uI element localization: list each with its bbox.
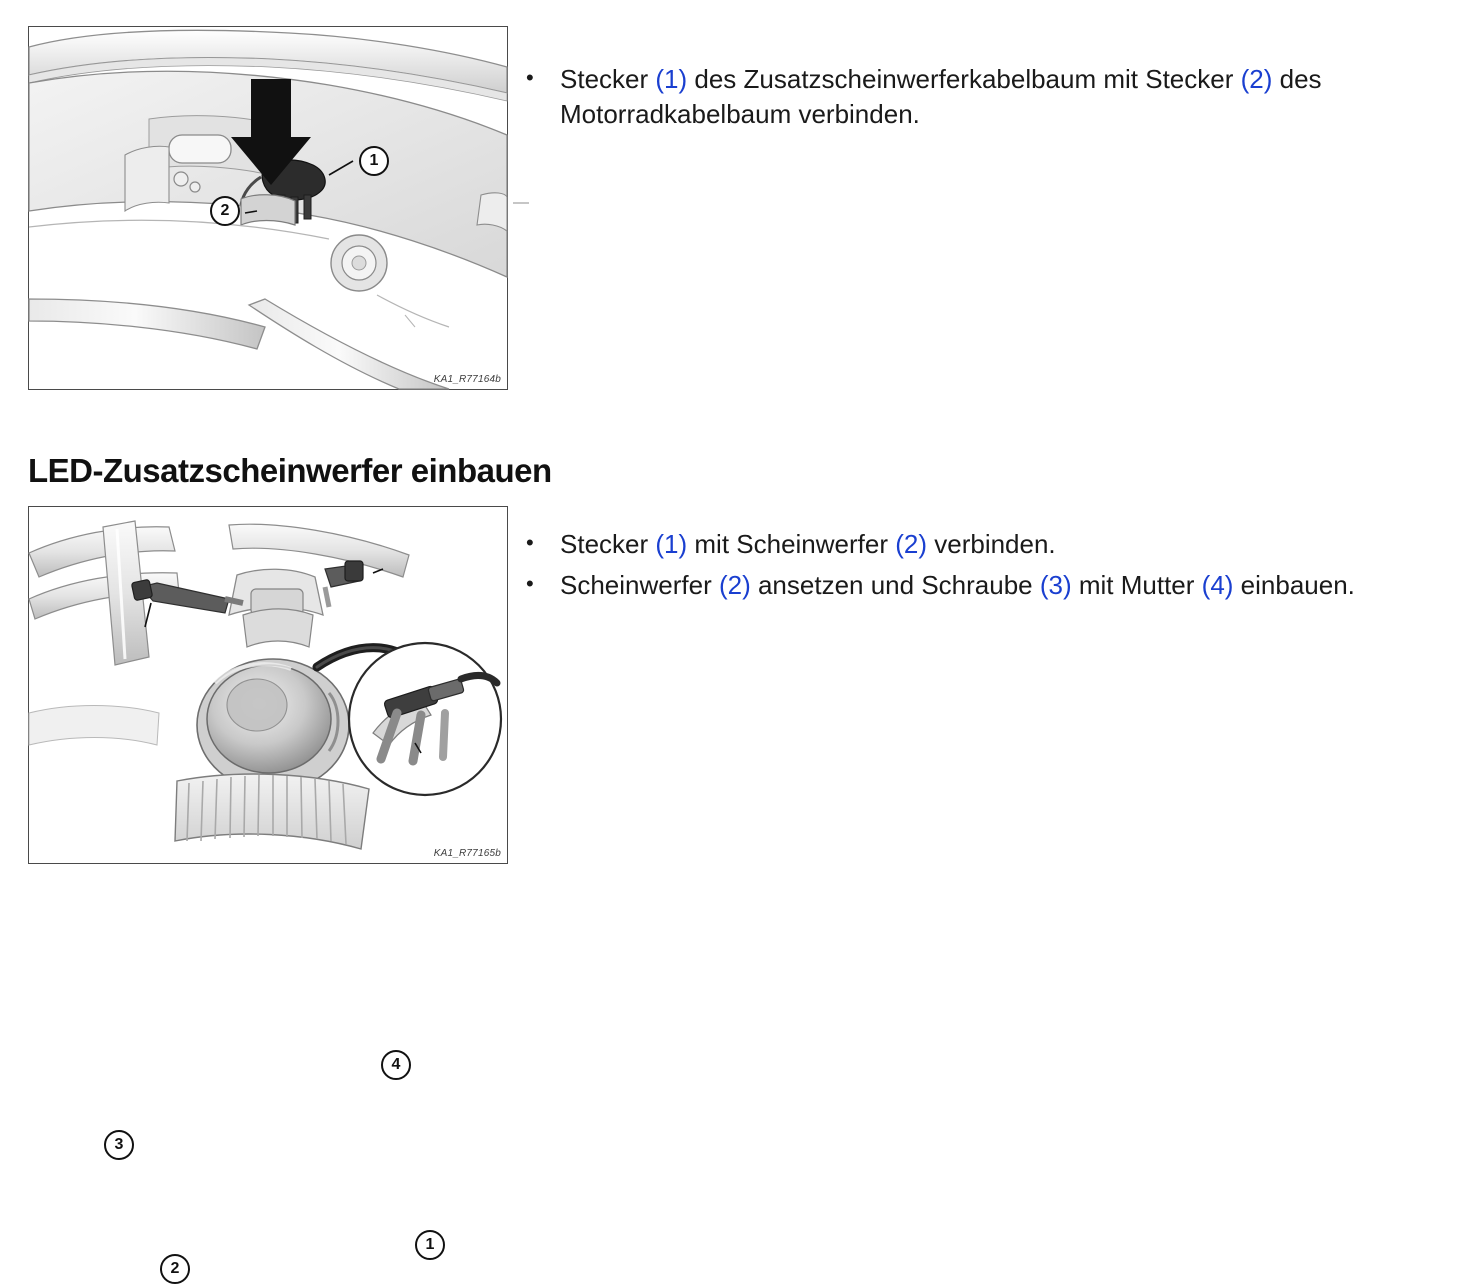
- figure-2-callout-2: 2: [160, 1254, 190, 1284]
- text-segment: mit Scheinwerfer: [687, 529, 896, 559]
- text-segment: ansetzen und Schraube: [750, 570, 1040, 601]
- figure-1-callout-1: 1: [359, 146, 389, 176]
- section-heading: LED-Zusatzscheinwerfer einbauen: [28, 452, 552, 489]
- figure-1-callout-2: 2: [210, 196, 240, 226]
- motorcycle-plug-illustration: [29, 27, 507, 389]
- figure-1-code: KA1_R77164b: [433, 374, 501, 385]
- text-segment: mit Mutter: [1071, 570, 1202, 601]
- text-segment: des Motorradkabelbaum verbinden.: [560, 64, 1322, 130]
- figure-2-callout-4: 4: [381, 1050, 411, 1080]
- bullet-text: [560, 568, 1450, 603]
- text-segment: Stecker: [560, 64, 656, 94]
- figure-2: [28, 506, 508, 1277]
- bullet-item: [520, 527, 1450, 562]
- figure-2-illustration: [29, 507, 507, 863]
- bullet-marker: •: [526, 530, 534, 555]
- figure-2-callout-1: 1: [415, 1230, 445, 1260]
- bullet-marker: •: [526, 65, 534, 90]
- part-reference-2: (2): [895, 529, 928, 559]
- instruction-block-1: [520, 62, 1450, 138]
- instruction-block-2: [520, 527, 1450, 609]
- bullet-text: [560, 62, 1450, 132]
- part-reference-1: (1): [655, 64, 688, 94]
- text-segment: einbauen.: [1233, 570, 1355, 601]
- part-reference-2: (2): [1240, 64, 1273, 94]
- part-reference-2: (2): [718, 570, 751, 601]
- figure-1-illustration: [29, 27, 507, 389]
- bullet-item: [520, 62, 1450, 132]
- bullet-text: [560, 527, 1450, 562]
- figure-2-code: KA1_R77165b: [433, 848, 501, 859]
- led-auxiliary-light-illustration: [29, 507, 507, 863]
- part-reference-4: (4): [1201, 570, 1234, 601]
- bullet-marker: •: [526, 571, 534, 597]
- figure-2-callout-3: 3: [104, 1130, 134, 1160]
- text-segment: verbinden.: [927, 529, 1056, 559]
- part-reference-3: (3): [1039, 570, 1072, 601]
- text-segment: Scheinwerfer: [560, 570, 719, 601]
- text-segment: Stecker: [560, 529, 656, 559]
- text-segment: des Zusatzscheinwerferkabelbaum mit Stecker: [687, 64, 1241, 94]
- part-reference-1: (1): [655, 529, 688, 559]
- bullet-item: [520, 568, 1450, 603]
- figure-1: [28, 26, 508, 390]
